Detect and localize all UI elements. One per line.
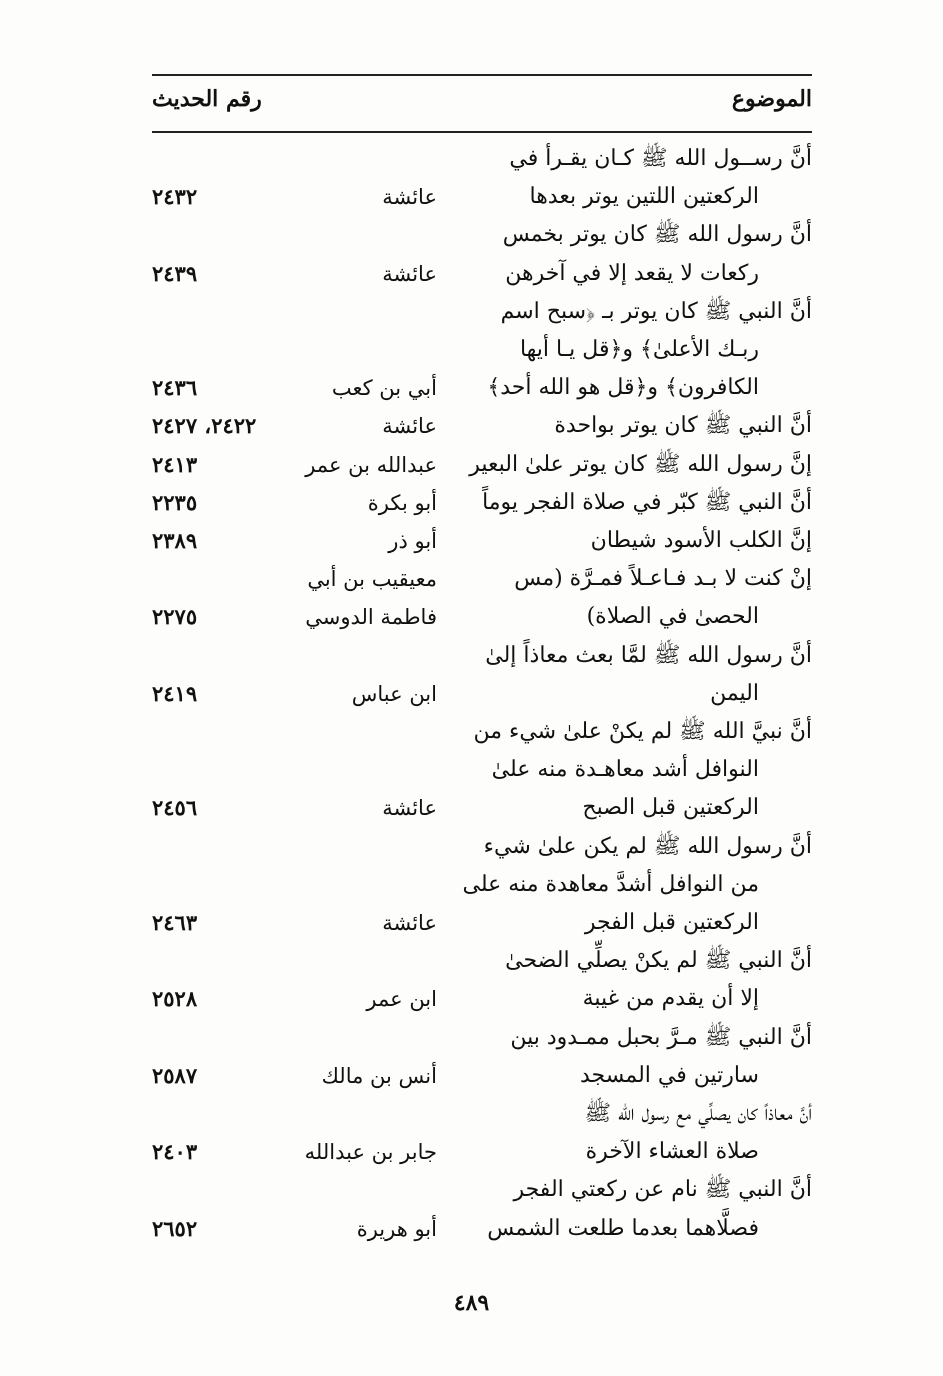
entry-topic-line: إنَّ رسول الله ﷺ كان يوتر علىٰ البعير: [469, 451, 812, 477]
entry-narrator: أبو ذر: [388, 529, 437, 553]
entry-topic-line: الكافرون﴾ و﴿قل هو الله أحد﴾: [487, 375, 759, 401]
page-number: ٤٨٩: [453, 1290, 490, 1316]
entry-hadith-number: ٢٤٠٣: [152, 1139, 198, 1165]
entry-topic-line: سارتين في المسجد: [579, 1062, 759, 1088]
entry-topic-line: أنَّ معاذاً كان يصلِّي مع رسول الله ﷺ: [584, 1101, 812, 1126]
entry-topic-line: أنَّ النبي ﷺ مـرَّ بحبل ممـدود بين: [510, 1024, 812, 1050]
entry-narrator: أبو بكرة: [367, 490, 437, 515]
entry-narrator: معيقيب بن أبي: [307, 567, 437, 592]
entry-narrator: ابن عباس: [351, 681, 437, 706]
entry-topic-line: أنَّ النبي ﷺ كبّر في صلاة الفجر يوماً: [482, 489, 812, 515]
header-hadith-number: رقم الحديث: [152, 86, 262, 112]
entry-narrator: عائشة: [382, 911, 437, 935]
entry-hadith-number: ٢٤٣٦: [152, 375, 198, 401]
entry-narrator: ابن عمر: [366, 987, 437, 1012]
entry-topic-line: أنَّ النبي ﷺ نام عن ركعتي الفجر: [513, 1177, 812, 1203]
entry-narrator: عائشة: [382, 414, 437, 439]
entry-topic-line: ربـك الأعلىٰ﴾ و﴿قل يـا أيها: [519, 337, 759, 362]
entry-topic-line: من النوافل أشدَّ معاهدة منه على: [462, 871, 759, 897]
entry-topic-line: أنَّ رسول الله ﷺ لم يكن علىٰ شيء: [483, 833, 812, 859]
entry-topic-line: أنَّ النبي ﷺ لم يكنْ يصلِّي الضحىٰ: [505, 948, 812, 974]
entry-hadith-number: ٢٢٣٥: [152, 489, 198, 515]
entry-hadith-number: ٢٤١٣: [152, 451, 198, 477]
entry-topic-line: اليمن: [710, 680, 759, 706]
entry-narrator: أبي بن كعب: [331, 376, 437, 401]
entry-hadith-number: ٢٤٦٣: [152, 910, 198, 935]
entry-topic-line: صلاة العشاء الآخرة: [585, 1139, 759, 1165]
entry-hadith-number: ٢٤٣٢: [152, 184, 198, 210]
entry-topic-line: فصلَّاهما بعدما طلعت الشمس: [487, 1215, 759, 1241]
entry-narrator: جابر بن عبدالله: [304, 1140, 437, 1165]
entry-narrator: عائشة: [382, 185, 437, 210]
entry-narrator: فاطمة الدوسي: [305, 605, 437, 630]
entry-hadith-number: ٢٥٢٨: [152, 986, 198, 1012]
header-topic: الموضوع: [731, 86, 812, 112]
entry-narrator: أنس بن مالك: [321, 1063, 437, 1088]
entry-narrator: عبدالله بن عمر: [305, 452, 437, 477]
entry-hadith-number: ٢٦٥٢: [152, 1215, 198, 1241]
entry-hadith-number: ٢٤١٩: [152, 680, 198, 706]
entry-topic-line: أنَّ النبي ﷺ كان يوتر بـ ﴿سبح اسم: [500, 298, 812, 324]
entry-hadith-number: ٢٣٨٩: [152, 528, 198, 553]
entry-hadith-number: ٢٢٧٥: [152, 604, 198, 630]
entry-topic-line: الحصىٰ في الصلاة): [586, 604, 759, 630]
entry-narrator: عائشة: [382, 796, 437, 821]
entry-topic-line: أنَّ رســول الله ﷺ كـان يقـرأ في: [509, 146, 812, 171]
entry-hadith-number: ٢٥٨٧: [152, 1062, 198, 1088]
entry-topic-line: أنَّ النبي ﷺ كان يوتر بواحدة: [554, 413, 812, 439]
entry-topic-line: الركعتين قبل الصبح: [582, 795, 759, 821]
entry-topic-line: إلا أن يقدم من غيبة: [582, 986, 759, 1012]
entry-topic-line: أنَّ نبيَّ الله ﷺ لم يكنْ علىٰ شيء من: [473, 719, 812, 744]
entry-hadith-number: ٢٤٣٩: [152, 260, 198, 286]
entry-topic-line: إنْ كنت لا بـد فـاعـلاً فمـرَّة (مس: [514, 566, 812, 592]
entry-topic-line: النوافل أشد معاهـدة منه علىٰ: [491, 757, 759, 783]
header-top-rule: [152, 74, 812, 76]
entry-topic-line: ركعات لا يقعد إلا في آخرهن: [505, 260, 759, 286]
header-bottom-rule: [152, 131, 812, 133]
entry-topic-line: أنَّ رسول الله ﷺ كان يوتر بخمس: [502, 222, 812, 248]
entry-topic-line: الركعتين اللتين يوتر بعدها: [529, 184, 759, 210]
entry-topic-line: الركعتين قبل الفجر: [584, 910, 759, 935]
entry-narrator: أبو هريرة: [356, 1216, 437, 1241]
entry-hadith-number: ٢٤٢٢، ٢٤٢٧: [152, 413, 257, 439]
entry-topic-line: أنَّ رسول الله ﷺ لمَّا بعث معاذاً إلىٰ: [485, 642, 812, 668]
entry-narrator: عائشة: [382, 261, 437, 286]
entry-hadith-number: ٢٤٥٦: [152, 795, 198, 821]
entry-topic-line: إنَّ الكلب الأسود شيطان: [590, 528, 812, 553]
